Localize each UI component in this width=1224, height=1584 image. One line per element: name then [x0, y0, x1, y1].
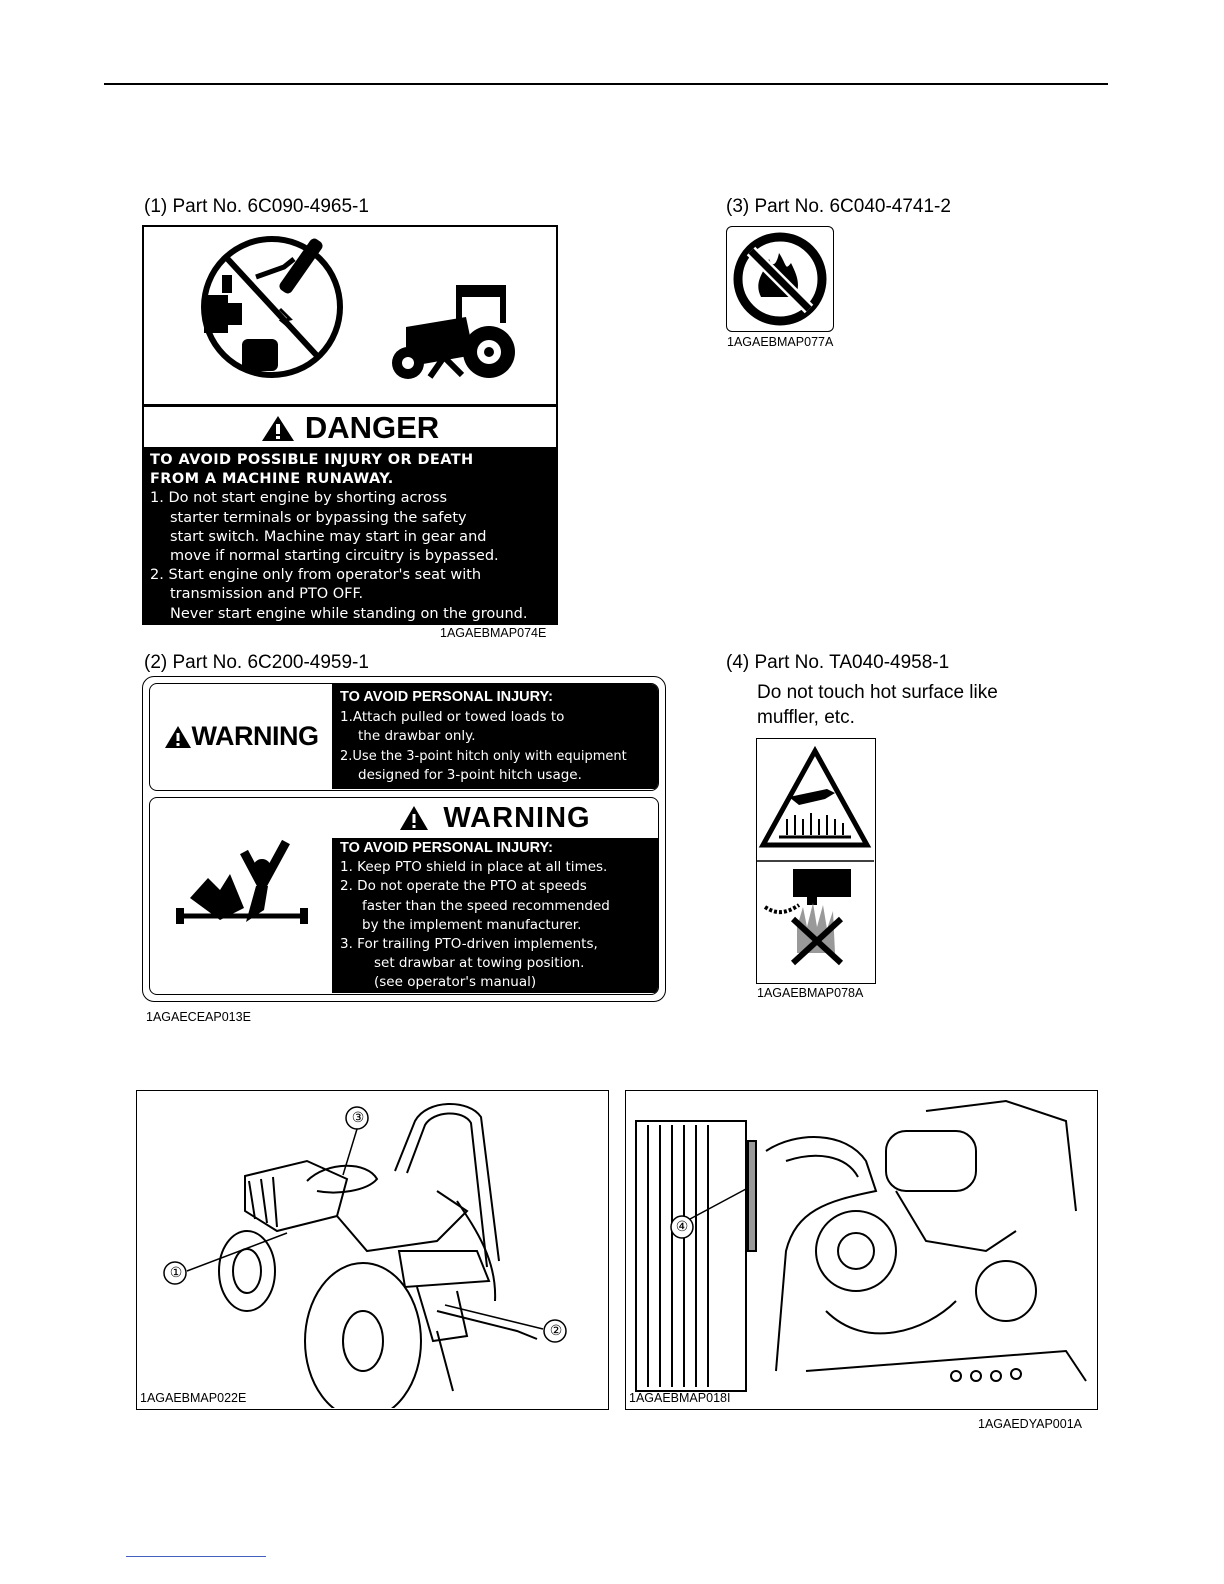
left-figure-code: 1AGAEBMAP022E	[140, 1391, 247, 1405]
warning1-line: designed for 3-point hitch usage.	[358, 767, 582, 783]
hot-surface-pictograms	[757, 739, 874, 982]
warning1-heading: TO AVOID PERSONAL INJURY:	[340, 689, 553, 705]
callout-2: ②	[549, 1322, 563, 1338]
warning2-line: 3. For trailing PTO-driven implements,	[340, 936, 598, 953]
warning-panel-upper	[149, 683, 659, 791]
figure-code: 1AGAEDYAP001A	[978, 1417, 1082, 1431]
label-4-description: muffler, etc.	[757, 707, 855, 728]
right-figure-code: 1AGAEBMAP018I	[629, 1391, 731, 1405]
danger-heading-2: FROM A MACHINE RUNAWAY.	[150, 471, 394, 488]
label-4-description: Do not touch hot surface like	[757, 682, 998, 703]
no-shorting-icon	[204, 237, 340, 375]
hot-surface-warning-icon	[763, 751, 867, 845]
label-3-caption: (3) Part No. 6C040-4741-2	[726, 196, 951, 217]
warning2-line: 1. Keep PTO shield in place at all times.	[340, 859, 608, 876]
warning1-text-panel	[332, 684, 658, 789]
warning1-line: the drawbar only.	[358, 728, 476, 744]
tractor-label-location-figure	[136, 1090, 609, 1410]
warning-decal	[142, 676, 666, 1002]
danger-line: 1. Do not start engine by shorting across	[150, 490, 448, 507]
danger-text-panel	[144, 447, 556, 623]
do-not-touch-hand-icon	[765, 869, 851, 963]
warning2-line: set drawbar at towing position.	[374, 955, 585, 972]
label-1-caption: (1) Part No. 6C090-4965-1	[144, 196, 369, 217]
warning-triangle-icon	[261, 414, 295, 442]
danger-line: starter terminals or bypassing the safety	[170, 509, 467, 526]
warning1-line: 1.Attach pulled or towed loads to	[340, 708, 565, 725]
no-open-flame-icon	[731, 231, 829, 327]
danger-title: DANGER	[304, 410, 440, 445]
label-1-code: 1AGAEBMAP074E	[440, 626, 547, 640]
engine-compartment-drawing	[626, 1091, 1096, 1408]
label-2-caption: (2) Part No. 6C200-4959-1	[144, 652, 369, 673]
warning2-line: (see operator's manual)	[374, 974, 537, 991]
danger-line: move if normal starting circuitry is bypassed.	[170, 548, 499, 565]
warning2-title: WARNING	[443, 801, 591, 834]
warning-side-title	[150, 684, 332, 789]
callout-1: ①	[169, 1264, 183, 1280]
callout-3: ③	[351, 1109, 365, 1125]
engine-label-location-figure	[625, 1090, 1098, 1410]
no-fire-decal	[726, 226, 834, 332]
warning-triangle-icon	[399, 805, 429, 831]
warning2-line: 2. Do not operate the PTO at speeds	[340, 878, 587, 895]
danger-title-bar	[144, 404, 556, 449]
label-4-code: 1AGAEBMAP078A	[757, 986, 864, 1000]
warning1-line: 2.Use the 3-point hitch only with equipment	[340, 748, 627, 764]
warning2-heading: TO AVOID PERSONAL INJURY:	[340, 840, 553, 856]
tractor-runaway-icon	[392, 285, 515, 379]
header-rule	[104, 83, 1108, 85]
pto-entanglement-icon	[160, 838, 320, 948]
danger-line: Never start engine while standing on the ground.	[170, 605, 528, 622]
label-4-caption: (4) Part No. TA040-4958-1	[726, 652, 950, 673]
warning-triangle-icon	[164, 725, 192, 749]
danger-decal	[142, 225, 558, 625]
tractor-rear-view-drawing	[137, 1091, 607, 1408]
warning2-line: faster than the speed recommended	[362, 897, 610, 914]
warning2-title-bar	[332, 798, 658, 840]
warning2-line: by the implement manufacturer.	[362, 916, 582, 933]
warning-panel-lower	[149, 797, 659, 995]
warning1-title: WARNING	[191, 721, 319, 751]
callout-4: ④	[675, 1218, 689, 1234]
danger-line: transmission and PTO OFF.	[170, 586, 364, 603]
label-3-code: 1AGAEBMAP077A	[727, 335, 834, 349]
danger-line: start switch. Machine may start in gear and	[170, 528, 487, 545]
hot-surface-decal	[756, 738, 876, 984]
danger-line: 2. Start engine only from operator's seat with	[150, 567, 482, 584]
warning2-text-panel	[332, 838, 658, 993]
footer-link-underline[interactable]	[126, 1556, 266, 1557]
danger-heading-1: TO AVOID POSSIBLE INJURY OR DEATH	[150, 452, 474, 468]
label-2-code: 1AGAECEAP013E	[146, 1010, 251, 1024]
danger-pictograms	[144, 227, 556, 403]
